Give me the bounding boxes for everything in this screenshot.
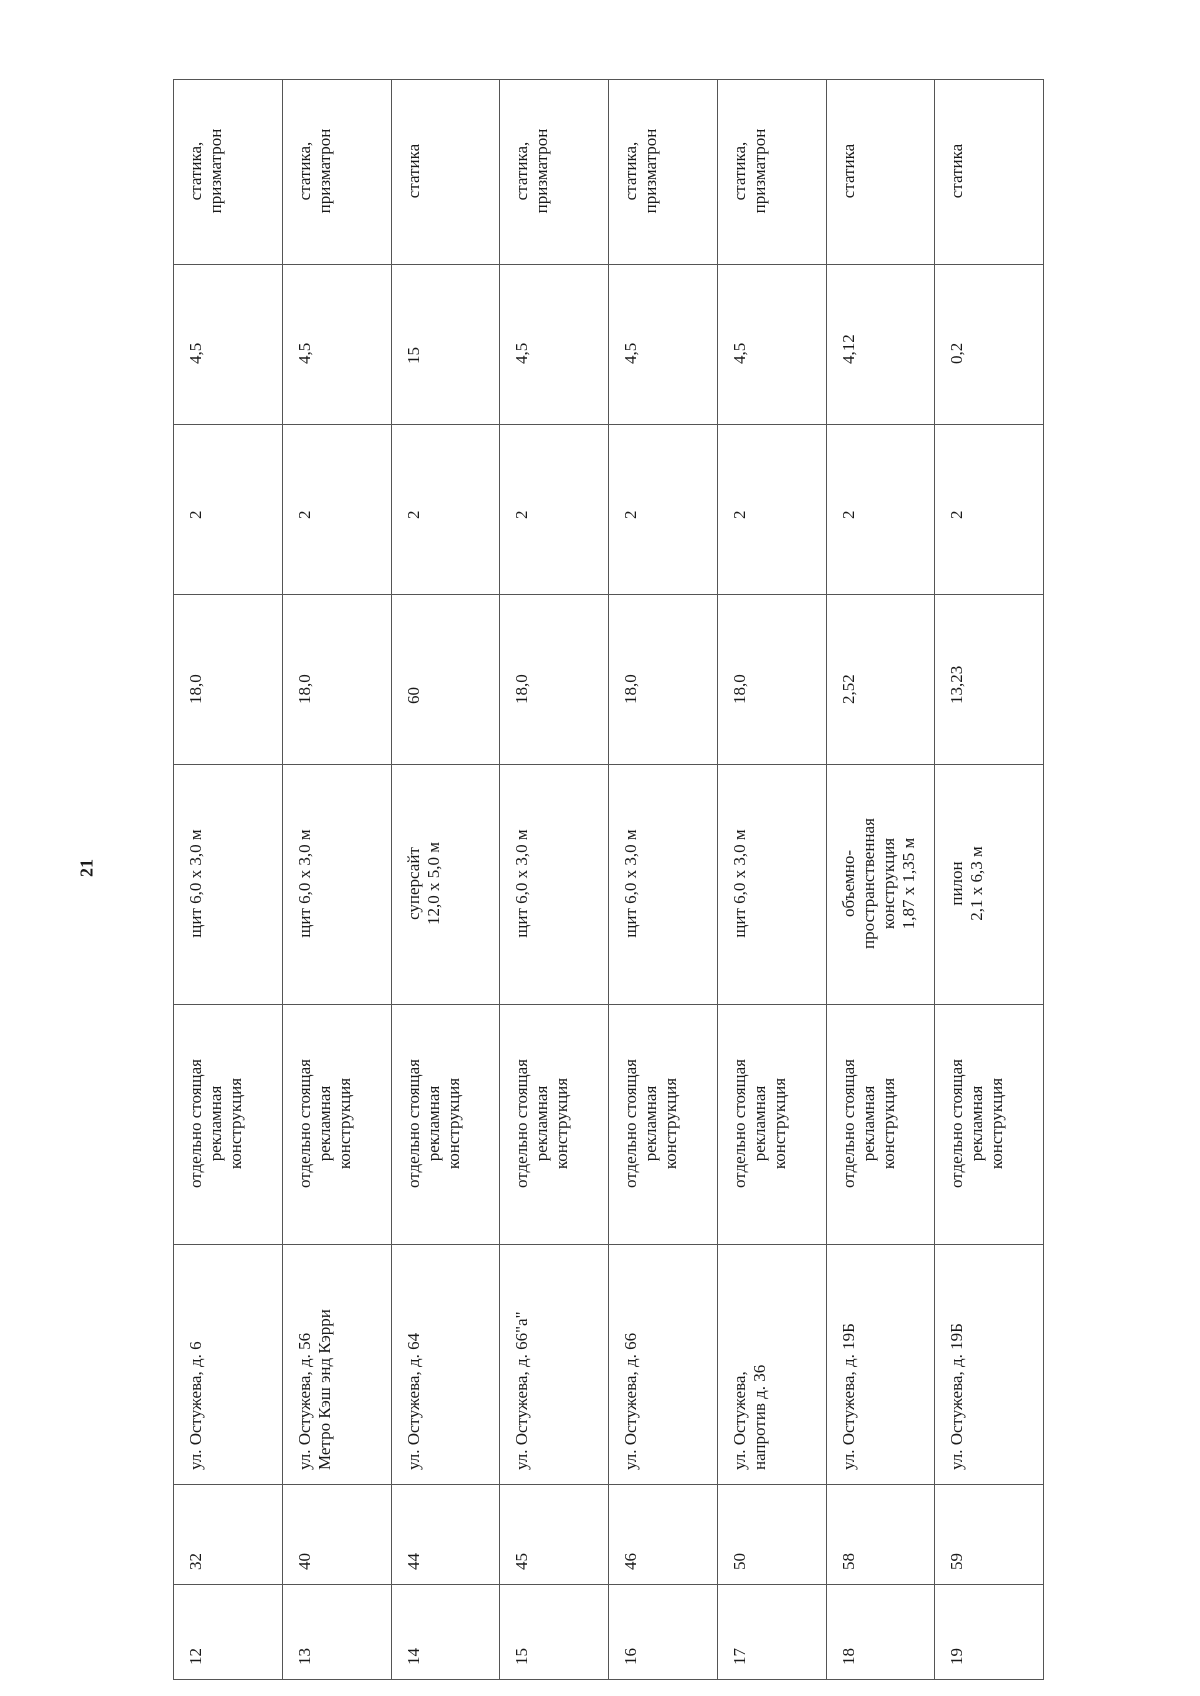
- address-cell: ул. Остужева, д. 64: [391, 1245, 500, 1485]
- table-row: [935, 80, 1044, 1680]
- row-number-cell: 15: [500, 1585, 609, 1680]
- sides-cell: 2: [609, 425, 718, 595]
- row-number-cell: 19: [935, 1585, 1044, 1680]
- row-number-cell: 17: [717, 1585, 826, 1680]
- row-number-cell: 13: [282, 1585, 391, 1680]
- area-cell: 60: [391, 595, 500, 765]
- kind-cell: статика, призматрон: [174, 80, 283, 265]
- sides-cell: 2: [391, 425, 500, 595]
- structure-id-cell: 44: [391, 1485, 500, 1585]
- format-cell: пилон 2,1 х 6,3 м: [935, 765, 1044, 1005]
- address-cell: ул. Остужева, д. 66: [609, 1245, 718, 1485]
- area-cell: 13,23: [935, 595, 1044, 765]
- structure-id-cell: 50: [717, 1485, 826, 1585]
- table-row: [609, 80, 718, 1680]
- sides-cell: 2: [174, 425, 283, 595]
- structure-id-cell: 32: [174, 1485, 283, 1585]
- row-number-cell: 16: [609, 1585, 718, 1680]
- structure-type-cell: отдельно стоящая рекламная конструкция: [826, 1005, 935, 1245]
- value-cell: 4,5: [500, 265, 609, 425]
- address-cell: ул. Остужева, д. 56 Метро Кэш энд Кэрри: [282, 1245, 391, 1485]
- area-cell: 2,52: [826, 595, 935, 765]
- area-cell: 18,0: [282, 595, 391, 765]
- kind-cell: статика, призматрон: [609, 80, 718, 265]
- kind-cell: статика: [391, 80, 500, 265]
- structure-id-cell: 45: [500, 1485, 609, 1585]
- row-number-cell: 12: [174, 1585, 283, 1680]
- table-row: [500, 80, 609, 1680]
- format-cell: щит 6,0 х 3,0 м: [717, 765, 826, 1005]
- structure-type-cell: отдельно стоящая рекламная конструкция: [717, 1005, 826, 1245]
- area-cell: 18,0: [717, 595, 826, 765]
- format-cell: объемно- пространственная конструкция 1,87 х 1,35 м: [826, 765, 935, 1005]
- table-row: [826, 80, 935, 1680]
- structure-type-cell: отдельно стоящая рекламная конструкция: [174, 1005, 283, 1245]
- value-cell: 0,2: [935, 265, 1044, 425]
- kind-cell: статика, призматрон: [500, 80, 609, 265]
- advertising-structures-table: [173, 79, 1044, 1680]
- table-body: [174, 80, 1044, 1680]
- structure-type-cell: отдельно стоящая рекламная конструкция: [391, 1005, 500, 1245]
- area-cell: 18,0: [609, 595, 718, 765]
- structure-id-cell: 58: [826, 1485, 935, 1585]
- sides-cell: 2: [282, 425, 391, 595]
- kind-cell: статика, призматрон: [717, 80, 826, 265]
- address-cell: ул. Остужева, д. 6: [174, 1245, 283, 1485]
- structure-type-cell: отдельно стоящая рекламная конструкция: [282, 1005, 391, 1245]
- value-cell: 4,12: [826, 265, 935, 425]
- row-number-cell: 14: [391, 1585, 500, 1680]
- structure-id-cell: 46: [609, 1485, 718, 1585]
- structure-id-cell: 40: [282, 1485, 391, 1585]
- value-cell: 4,5: [174, 265, 283, 425]
- structure-id-cell: 59: [935, 1485, 1044, 1585]
- format-cell: щит 6,0 х 3,0 м: [282, 765, 391, 1005]
- structure-type-cell: отдельно стоящая рекламная конструкция: [609, 1005, 718, 1245]
- format-cell: щит 6,0 х 3,0 м: [174, 765, 283, 1005]
- area-cell: 18,0: [174, 595, 283, 765]
- address-cell: ул. Остужева, напротив д. 36: [717, 1245, 826, 1485]
- value-cell: 4,5: [717, 265, 826, 425]
- value-cell: 4,5: [609, 265, 718, 425]
- kind-cell: статика, призматрон: [282, 80, 391, 265]
- value-cell: 15: [391, 265, 500, 425]
- area-cell: 18,0: [500, 595, 609, 765]
- table-row: [391, 80, 500, 1680]
- row-number-cell: 18: [826, 1585, 935, 1680]
- structure-type-cell: отдельно стоящая рекламная конструкция: [500, 1005, 609, 1245]
- sides-cell: 2: [826, 425, 935, 595]
- table-row: [282, 80, 391, 1680]
- address-cell: ул. Остужева, д. 19Б: [935, 1245, 1044, 1485]
- sides-cell: 2: [717, 425, 826, 595]
- sides-cell: 2: [500, 425, 609, 595]
- format-cell: щит 6,0 х 3,0 м: [609, 765, 718, 1005]
- format-cell: суперсайт 12,0 х 5,0 м: [391, 765, 500, 1005]
- address-cell: ул. Остужева, д. 66"а": [500, 1245, 609, 1485]
- kind-cell: статика: [935, 80, 1044, 265]
- address-cell: ул. Остужева, д. 19Б: [826, 1245, 935, 1485]
- sides-cell: 2: [935, 425, 1044, 595]
- table-row: [717, 80, 826, 1680]
- page-number: 21: [76, 859, 97, 877]
- kind-cell: статика: [826, 80, 935, 265]
- value-cell: 4,5: [282, 265, 391, 425]
- table-row: [174, 80, 283, 1680]
- structure-type-cell: отдельно стоящая рекламная конструкция: [935, 1005, 1044, 1245]
- format-cell: щит 6,0 х 3,0 м: [500, 765, 609, 1005]
